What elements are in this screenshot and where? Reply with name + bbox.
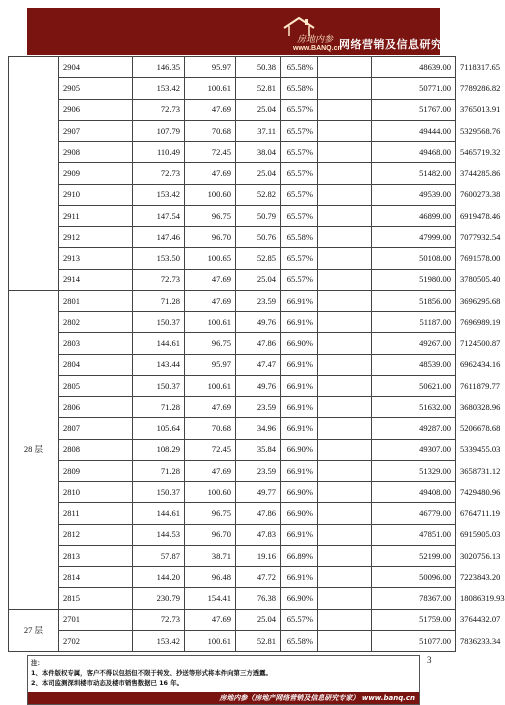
unit-price-cell: 51329.00	[372, 460, 456, 481]
room-number-cell: 2914	[59, 269, 133, 290]
rate-cell: 65.57%	[281, 142, 318, 163]
area-cell: 25.04	[236, 269, 281, 290]
area-cell: 72.73	[133, 99, 185, 120]
room-number-cell: 2906	[59, 99, 133, 120]
area-cell: 19.16	[236, 545, 281, 566]
area-cell: 71.28	[133, 460, 185, 481]
blank-cell	[318, 163, 372, 184]
room-number-cell: 2803	[59, 333, 133, 354]
area-cell: 57.87	[133, 545, 185, 566]
blank-cell	[318, 545, 372, 566]
area-cell: 52.81	[236, 78, 281, 99]
unit-price-cell: 78367.00	[372, 588, 456, 609]
area-cell: 47.69	[185, 397, 236, 418]
area-cell: 100.65	[185, 248, 236, 269]
unit-price-cell: 50771.00	[372, 78, 456, 99]
area-cell: 50.38	[236, 57, 281, 78]
rate-cell: 65.58%	[281, 227, 318, 248]
blank-cell	[318, 439, 372, 460]
blank-cell	[318, 354, 372, 375]
area-cell: 100.61	[185, 630, 236, 651]
blank-cell	[318, 290, 372, 311]
blank-cell	[318, 630, 372, 651]
area-cell: 72.73	[133, 163, 185, 184]
rate-cell: 66.90%	[281, 333, 318, 354]
area-cell: 50.79	[236, 205, 281, 226]
area-cell: 38.04	[236, 142, 281, 163]
table-row: 2806 71.28 47.69 23.59 66.91% 51632.00 3680328.96	[9, 397, 456, 418]
area-cell: 107.79	[133, 120, 185, 141]
area-cell: 47.86	[236, 333, 281, 354]
rate-cell: 66.91%	[281, 524, 318, 545]
area-cell: 96.75	[185, 333, 236, 354]
unit-price-cell: 46779.00	[372, 503, 456, 524]
header-title: 网络营销及信息研究专家	[339, 38, 466, 51]
room-number-cell: 2809	[59, 460, 133, 481]
room-number-cell: 2805	[59, 375, 133, 396]
area-cell: 96.70	[185, 524, 236, 545]
area-cell: 72.45	[185, 439, 236, 460]
area-cell: 70.68	[185, 418, 236, 439]
floor-label: 27 层	[9, 609, 59, 652]
footer-notes	[31, 658, 272, 688]
rate-cell: 66.91%	[281, 397, 318, 418]
room-number-cell: 2806	[59, 397, 133, 418]
area-cell: 154.41	[185, 588, 236, 609]
table-row: 2815 230.79 154.41 76.38 66.90% 78367.00 18086319.93	[9, 588, 456, 609]
footer-brand-text: 房地内参（房地产网络营销及信息研究专家） www.banq.cn	[219, 694, 415, 702]
area-cell: 76.38	[236, 588, 281, 609]
area-cell: 95.97	[185, 354, 236, 375]
area-cell: 47.47	[236, 354, 281, 375]
unit-price-cell: 49307.00	[372, 439, 456, 460]
area-cell: 52.81	[236, 630, 281, 651]
table-row: 2702 153.42 100.61 52.81 65.58% 51077.00 7836233.34	[9, 630, 456, 651]
area-cell: 25.04	[236, 609, 281, 630]
sales-price-table	[8, 56, 505, 652]
unit-price-cell: 49468.00	[372, 142, 456, 163]
area-cell: 144.53	[133, 524, 185, 545]
area-cell: 105.64	[133, 418, 185, 439]
unit-price-cell: 47999.00	[372, 227, 456, 248]
room-number-cell: 2813	[59, 545, 133, 566]
room-number-cell: 2814	[59, 567, 133, 588]
area-cell: 110.49	[133, 142, 185, 163]
blank-cell	[318, 460, 372, 481]
rate-cell: 65.57%	[281, 184, 318, 205]
room-number-cell: 2910	[59, 184, 133, 205]
rate-cell: 66.90%	[281, 503, 318, 524]
table-row: 2803 144.61 96.75 47.86 66.90% 49267.00 7124500.87	[9, 333, 456, 354]
rate-cell: 65.57%	[281, 163, 318, 184]
unit-price-cell: 51759.00	[372, 609, 456, 630]
unit-price-cell: 47851.00	[372, 524, 456, 545]
area-cell: 150.37	[133, 312, 185, 333]
unit-price-cell: 49267.00	[372, 333, 456, 354]
unit-price-cell: 49408.00	[372, 482, 456, 503]
area-cell: 96.75	[185, 503, 236, 524]
area-cell: 37.11	[236, 120, 281, 141]
rate-cell: 66.91%	[281, 567, 318, 588]
room-number-cell: 2810	[59, 482, 133, 503]
unit-price-cell: 49444.00	[372, 120, 456, 141]
area-cell: 47.69	[185, 609, 236, 630]
table-row: 28 层 2801 71.28 47.69 23.59 66.91% 51856.00 3696295.68	[9, 290, 456, 311]
area-cell: 71.28	[133, 290, 185, 311]
blank-cell	[318, 503, 372, 524]
blank-cell	[318, 99, 372, 120]
blank-cell	[318, 482, 372, 503]
blank-cell	[318, 567, 372, 588]
table-row: 2913 153.50 100.65 52.85 65.57% 50108.00 7691578.00	[9, 248, 456, 269]
area-cell: 47.86	[236, 503, 281, 524]
rate-cell: 66.90%	[281, 482, 318, 503]
table-row: 2912 147.46 96.70 50.76 65.58% 47999.00 7077932.54	[9, 227, 456, 248]
blank-cell	[318, 524, 372, 545]
floor-label: 28 层	[9, 290, 59, 609]
unit-price-cell: 52199.00	[372, 545, 456, 566]
area-cell: 49.76	[236, 312, 281, 333]
blank-cell	[318, 78, 372, 99]
footer-brand-strip	[28, 692, 419, 704]
area-cell: 23.59	[236, 397, 281, 418]
area-cell: 23.59	[236, 290, 281, 311]
area-cell: 153.42	[133, 78, 185, 99]
table-row: 2809 71.28 47.69 23.59 66.91% 51329.00 3658731.12	[9, 460, 456, 481]
room-number-cell: 2909	[59, 163, 133, 184]
unit-price-cell: 49287.00	[372, 418, 456, 439]
rate-cell: 66.91%	[281, 375, 318, 396]
blank-cell	[318, 184, 372, 205]
room-number-cell: 2808	[59, 439, 133, 460]
unit-price-cell: 51077.00	[372, 630, 456, 651]
unit-price-cell: 51187.00	[372, 312, 456, 333]
table-row: 2811 144.61 96.75 47.86 66.90% 46779.00 6764711.19	[9, 503, 456, 524]
header-banner	[27, 8, 466, 55]
rate-cell: 65.57%	[281, 269, 318, 290]
rate-cell: 66.90%	[281, 588, 318, 609]
rate-cell: 65.58%	[281, 78, 318, 99]
area-cell: 72.73	[133, 269, 185, 290]
table-row: 2807 105.64 70.68 34.96 66.91% 49287.00 5206678.68	[9, 418, 456, 439]
area-cell: 70.68	[185, 120, 236, 141]
brand-name: 房地内参	[297, 35, 334, 45]
table-row: 2914 72.73 47.69 25.04 65.57% 51980.00 3780505.40	[9, 269, 456, 290]
unit-price-cell: 51980.00	[372, 269, 456, 290]
room-number-cell: 2811	[59, 503, 133, 524]
floor-label	[9, 57, 59, 291]
rate-cell: 65.58%	[281, 630, 318, 651]
rate-cell: 66.89%	[281, 545, 318, 566]
area-cell: 47.69	[185, 460, 236, 481]
rate-cell: 66.91%	[281, 418, 318, 439]
area-cell: 108.29	[133, 439, 185, 460]
blank-cell	[318, 248, 372, 269]
table-row: 2908 110.49 72.45 38.04 65.57% 49468.00 5465719.32	[9, 142, 456, 163]
area-cell: 34.96	[236, 418, 281, 439]
area-cell: 49.76	[236, 375, 281, 396]
blank-cell	[318, 312, 372, 333]
rate-cell: 66.90%	[281, 439, 318, 460]
blank-cell	[318, 588, 372, 609]
area-cell: 50.76	[236, 227, 281, 248]
table-row: 2802 150.37 100.61 49.76 66.91% 51187.00 7696989.19	[9, 312, 456, 333]
area-cell: 100.61	[185, 375, 236, 396]
area-cell: 230.79	[133, 588, 185, 609]
room-number-cell: 2701	[59, 609, 133, 630]
blank-cell	[318, 57, 372, 78]
rate-cell: 66.91%	[281, 354, 318, 375]
area-cell: 38.71	[185, 545, 236, 566]
page-number: 3	[427, 655, 432, 665]
area-cell: 100.60	[185, 482, 236, 503]
rate-cell: 65.57%	[281, 248, 318, 269]
room-number-cell: 2804	[59, 354, 133, 375]
table-row: 2904 146.35 95.97 50.38 65.58% 48639.00 7118317.65	[9, 57, 456, 78]
blank-cell	[318, 609, 372, 630]
rate-cell: 66.91%	[281, 312, 318, 333]
table-row: 2812 144.53 96.70 47.83 66.91% 47851.00 6915905.03	[9, 524, 456, 545]
area-cell: 153.42	[133, 184, 185, 205]
area-cell: 47.69	[185, 290, 236, 311]
table-row: 2808 108.29 72.45 35.84 66.90% 49307.00 5339455.03	[9, 439, 456, 460]
area-cell: 100.61	[185, 78, 236, 99]
note-label: 注：	[31, 659, 44, 667]
area-cell: 52.85	[236, 248, 281, 269]
rate-cell: 66.91%	[281, 460, 318, 481]
room-number-cell: 2702	[59, 630, 133, 651]
rate-cell: 65.57%	[281, 99, 318, 120]
table-row: 27 层 2701 72.73 47.69 25.04 65.57% 51759.00 3764432.07	[9, 609, 456, 630]
blank-cell	[318, 269, 372, 290]
rate-cell: 66.91%	[281, 290, 318, 311]
area-cell: 100.61	[185, 312, 236, 333]
area-cell: 72.45	[185, 142, 236, 163]
area-cell: 150.37	[133, 482, 185, 503]
room-number-cell: 2908	[59, 142, 133, 163]
area-cell: 47.83	[236, 524, 281, 545]
table-row: 2906 72.73 47.69 25.04 65.57% 51767.00 3765013.91	[9, 99, 456, 120]
room-number-cell: 2801	[59, 290, 133, 311]
table-row: 2907 107.79 70.68 37.11 65.57% 49444.00 5329568.76	[9, 120, 456, 141]
area-cell: 47.69	[185, 163, 236, 184]
unit-price-cell: 51632.00	[372, 397, 456, 418]
area-cell: 23.59	[236, 460, 281, 481]
area-cell: 25.04	[236, 99, 281, 120]
table-row: 2909 72.73 47.69 25.04 65.57% 51482.00 3744285.86	[9, 163, 456, 184]
unit-price-cell: 50621.00	[372, 375, 456, 396]
area-cell: 47.72	[236, 567, 281, 588]
area-cell: 95.97	[185, 57, 236, 78]
area-cell: 144.20	[133, 567, 185, 588]
table-row: 2813 57.87 38.71 19.16 66.89% 52199.00 3020756.13	[9, 545, 456, 566]
area-cell: 52.82	[236, 184, 281, 205]
room-number-cell: 2812	[59, 524, 133, 545]
rate-cell: 65.58%	[281, 57, 318, 78]
blank-cell	[318, 205, 372, 226]
area-cell: 147.46	[133, 227, 185, 248]
area-cell: 71.28	[133, 397, 185, 418]
note-copyright: 1、本件版权专属，客户不得以包括但不限于转发、抄送等形式将本件向第三方透露。	[31, 669, 272, 677]
room-number-cell: 2911	[59, 205, 133, 226]
area-cell: 147.54	[133, 205, 185, 226]
room-number-cell: 2904	[59, 57, 133, 78]
unit-price-cell: 51482.00	[372, 163, 456, 184]
area-cell: 100.60	[185, 184, 236, 205]
area-cell: 72.73	[133, 609, 185, 630]
blank-cell	[318, 397, 372, 418]
table-row: 2911 147.54 96.75 50.79 65.57% 46899.00 6919478.46	[9, 205, 456, 226]
area-cell: 96.70	[185, 227, 236, 248]
area-cell: 144.61	[133, 503, 185, 524]
brand-url: www.BANQ.cn	[293, 45, 342, 52]
unit-price-cell: 50096.00	[372, 567, 456, 588]
table-row: 2910 153.42 100.60 52.82 65.57% 49539.00 7600273.38	[9, 184, 456, 205]
unit-price-cell: 49539.00	[372, 184, 456, 205]
unit-price-cell: 50108.00	[372, 248, 456, 269]
room-number-cell: 2802	[59, 312, 133, 333]
blank-cell	[318, 333, 372, 354]
area-cell: 35.84	[236, 439, 281, 460]
rate-cell: 65.57%	[281, 205, 318, 226]
note-monitoring: 2、本司监测深圳楼市动态及楼市销售数据已 16 年。	[31, 679, 183, 687]
unit-price-cell: 51856.00	[372, 290, 456, 311]
room-number-cell: 2912	[59, 227, 133, 248]
area-cell: 47.69	[185, 269, 236, 290]
blank-cell	[318, 120, 372, 141]
room-number-cell: 2913	[59, 248, 133, 269]
area-cell: 146.35	[133, 57, 185, 78]
area-cell: 150.37	[133, 375, 185, 396]
rate-cell: 65.57%	[281, 609, 318, 630]
unit-price-cell: 48639.00	[372, 57, 456, 78]
area-cell: 49.77	[236, 482, 281, 503]
area-cell: 143.44	[133, 354, 185, 375]
unit-price-cell: 48539.00	[372, 354, 456, 375]
blank-cell	[318, 142, 372, 163]
area-cell: 25.04	[236, 163, 281, 184]
blank-cell	[318, 375, 372, 396]
rate-cell: 65.57%	[281, 120, 318, 141]
table-row: 2814 144.20 96.48 47.72 66.91% 50096.00 7223843.20	[9, 567, 456, 588]
area-cell: 96.75	[185, 205, 236, 226]
room-number-cell: 2807	[59, 418, 133, 439]
blank-cell	[318, 227, 372, 248]
area-cell: 153.42	[133, 630, 185, 651]
area-cell: 144.61	[133, 333, 185, 354]
room-number-cell: 2815	[59, 588, 133, 609]
area-cell: 47.69	[185, 99, 236, 120]
area-cell: 153.50	[133, 248, 185, 269]
table-row: 2804 143.44 95.97 47.47 66.91% 48539.00 6962434.16	[9, 354, 456, 375]
area-cell: 96.48	[185, 567, 236, 588]
unit-price-cell: 51767.00	[372, 99, 456, 120]
room-number-cell: 2907	[59, 120, 133, 141]
table-row: 2805 150.37 100.61 49.76 66.91% 50621.00 7611879.77	[9, 375, 456, 396]
unit-price-cell: 46899.00	[372, 205, 456, 226]
table-row: 2810 150.37 100.60 49.77 66.90% 49408.00 7429480.96	[9, 482, 456, 503]
table-row: 2905 153.42 100.61 52.81 65.58% 50771.00 7789286.82	[9, 78, 456, 99]
footer-notes-box	[27, 655, 420, 705]
blank-cell	[318, 418, 372, 439]
room-number-cell: 2905	[59, 78, 133, 99]
